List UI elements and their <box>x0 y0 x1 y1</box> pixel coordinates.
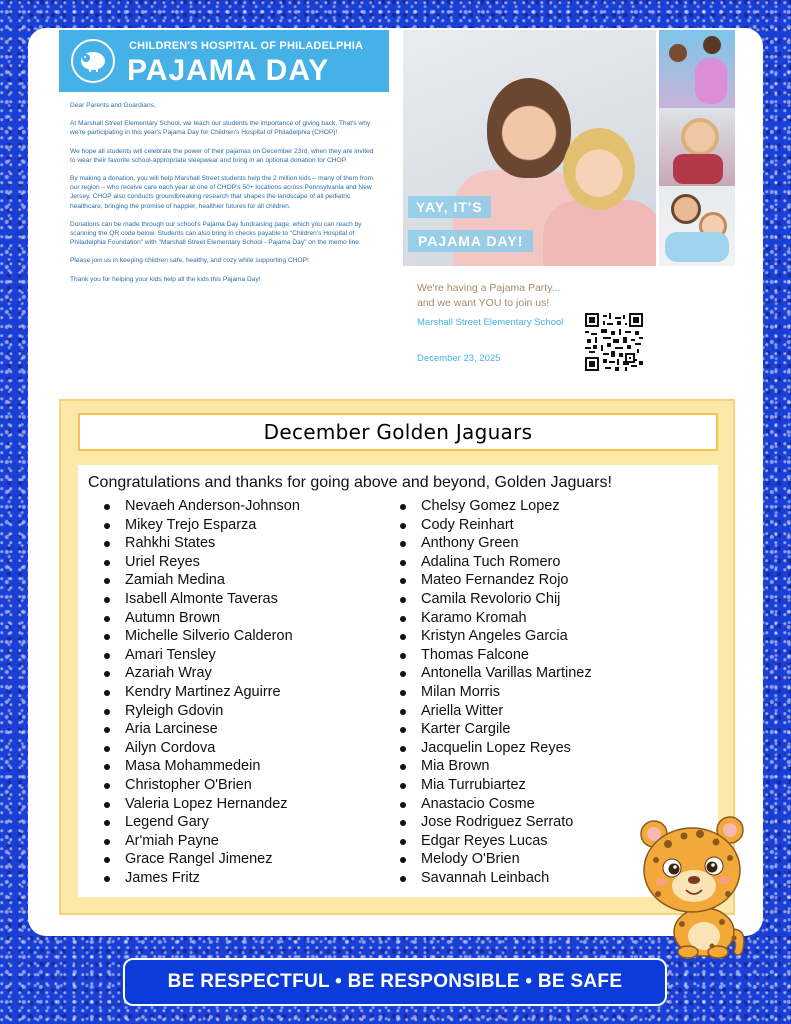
list-item: Milan Morris <box>383 683 592 702</box>
party-line-1: We're having a Pajama Party... <box>417 282 561 294</box>
letter-paragraph: Please join us in keeping children safe, healthy, and cozy while supporting CHOP! <box>70 257 309 265</box>
list-item: Karter Cargile <box>383 720 592 739</box>
list-item: Mateo Fernandez Rojo <box>383 571 592 590</box>
list-item: Anastacio Cosme <box>383 795 592 814</box>
list-item: Jose Rodriguez Serrato <box>383 813 592 832</box>
golden-jaguars-panel <box>59 399 735 915</box>
list-item: Antonella Varillas Martinez <box>383 664 592 683</box>
list-item: Chelsy Gomez Lopez <box>383 497 592 516</box>
child-face <box>563 128 635 210</box>
list-item: Kendry Martinez Aguirre <box>87 683 300 702</box>
list-item: Autumn Brown <box>87 609 300 628</box>
list-item: Anthony Green <box>383 534 592 553</box>
list-item: Melody O'Brien <box>383 850 592 869</box>
golden-jaguars-title: December Golden Jaguars <box>78 413 718 451</box>
congratulations-text: Congratulations and thanks for going above and beyond, Golden Jaguars! <box>88 474 612 491</box>
donation-qr-code[interactable] <box>585 313 643 371</box>
list-item: Thomas Falcone <box>383 646 592 665</box>
golden-jaguars-list <box>78 465 718 897</box>
list-item: Jacquelin Lopez Reyes <box>383 739 592 758</box>
list-item: Ar'miah Payne <box>87 832 300 851</box>
sheep-logo-icon <box>71 39 115 83</box>
list-item: Karamo Kromah <box>383 609 592 628</box>
pajama-party-invite <box>417 281 560 311</box>
list-item: Grace Rangel Jimenez <box>87 850 300 869</box>
list-item: Michelle Silverio Calderon <box>87 627 300 646</box>
list-item: Savannah Leinbach <box>383 869 592 888</box>
list-item: Cody Reinhart <box>383 516 592 535</box>
school-name: Marshall Street Elementary School <box>417 317 564 328</box>
organization-name: CHILDREN'S HOSPITAL OF PHILADELPHIA <box>129 40 364 52</box>
list-item: Mikey Trejo Esparza <box>87 516 300 535</box>
photo-caption-line2: PAJAMA DAY! <box>408 230 533 252</box>
list-item: Aria Larcinese <box>87 720 300 739</box>
list-item: Valeria Lopez Hernandez <box>87 795 300 814</box>
pajama-shape <box>673 154 723 184</box>
list-item: Azariah Wray <box>87 664 300 683</box>
flyer-page <box>28 28 763 936</box>
letter-paragraph: By making a donation, you will help Marshall Street students help the 2 million kids – many of them from our region – who receive care each year at one of CHOP's 50+ locations across Pennsylvania and New Jersey. CHOP also conducts groundbreaking research that shapes the landscape of all pediatric healthcare, bringing the promise of happier, healthier futures for all children. <box>70 175 374 210</box>
list-item: Ailyn Cordova <box>87 739 300 758</box>
school-motto-banner: BE RESPECTFUL • BE RESPONSIBLE • BE SAFE <box>123 958 667 1006</box>
list-item: Ariella Witter <box>383 702 592 721</box>
list-item: Masa Mohammedein <box>87 757 300 776</box>
list-item: Adalina Tuch Romero <box>383 553 592 572</box>
list-item: Edgar Reyes Lucas <box>383 832 592 851</box>
pajama-shape <box>695 58 727 104</box>
list-item: Kristyn Angeles Garcia <box>383 627 592 646</box>
list-item: Camila Revolorio Chij <box>383 590 592 609</box>
list-item: James Fritz <box>87 869 300 888</box>
list-item: Zamiah Medina <box>87 571 300 590</box>
kids-in-pajamas-photo <box>403 30 656 266</box>
list-item: Amari Tensley <box>87 646 300 665</box>
party-line-2: and we want YOU to join us! <box>417 297 550 309</box>
list-item: Uriel Reyes <box>87 553 300 572</box>
child-face <box>487 78 571 178</box>
list-item: Christopher O'Brien <box>87 776 300 795</box>
pajama-shape <box>665 232 729 262</box>
letter-paragraph: Thank you for helping your kids help all the kids this Pajama Day! <box>70 275 261 283</box>
parent-letter <box>70 101 378 293</box>
names-column-2 <box>383 497 592 887</box>
letter-paragraph: Donations can be made through our school's Pajama Day fundraising page, which you can reach by scanning the QR code below. Students can also bring in checks payable to "Children's Hospital of Philadelphia Foundation" with "Marshall Street Elementary School - Pajama Day" on the memo line. <box>70 220 362 247</box>
letter-paragraph: We hope all students will celebrate the power of their pajamas on December 23rd, when they are invited to wear their favorite school-appropriate sleepwear and bring in an optional donation for CHOP. <box>70 147 374 164</box>
list-item: Legend Gary <box>87 813 300 832</box>
list-item: Nevaeh Anderson-Johnson <box>87 497 300 516</box>
chop-pajama-day-banner <box>59 30 389 92</box>
event-date: December 23, 2025 <box>417 353 501 364</box>
list-item: Mia Turrubiartez <box>383 776 592 795</box>
letter-paragraph: At Marshall Street Elementary School, we teach our students the importance of giving back. That's why we're participating in this year's Pajama Day for Children's Hospital of Philadelphia (CHOP)! <box>70 120 371 137</box>
child-face <box>703 36 721 54</box>
thumbnail-photo <box>659 108 735 186</box>
thumbnail-photo <box>659 30 735 108</box>
photo-caption-line1: YAY, IT'S <box>408 196 491 218</box>
child-face <box>669 44 687 62</box>
names-column-1 <box>87 497 300 887</box>
list-item: Mia Brown <box>383 757 592 776</box>
jaguar-mascot-icon <box>638 812 758 962</box>
list-item: Ryleigh Gdovin <box>87 702 300 721</box>
child-face <box>671 194 701 224</box>
letter-paragraph: Dear Parents and Guardians, <box>70 102 156 109</box>
thumbnail-photo <box>659 186 735 266</box>
event-title: PAJAMA DAY <box>127 54 330 87</box>
list-item: Rahkhi States <box>87 534 300 553</box>
list-item: Isabell Almonte Taveras <box>87 590 300 609</box>
child-face <box>681 118 719 156</box>
